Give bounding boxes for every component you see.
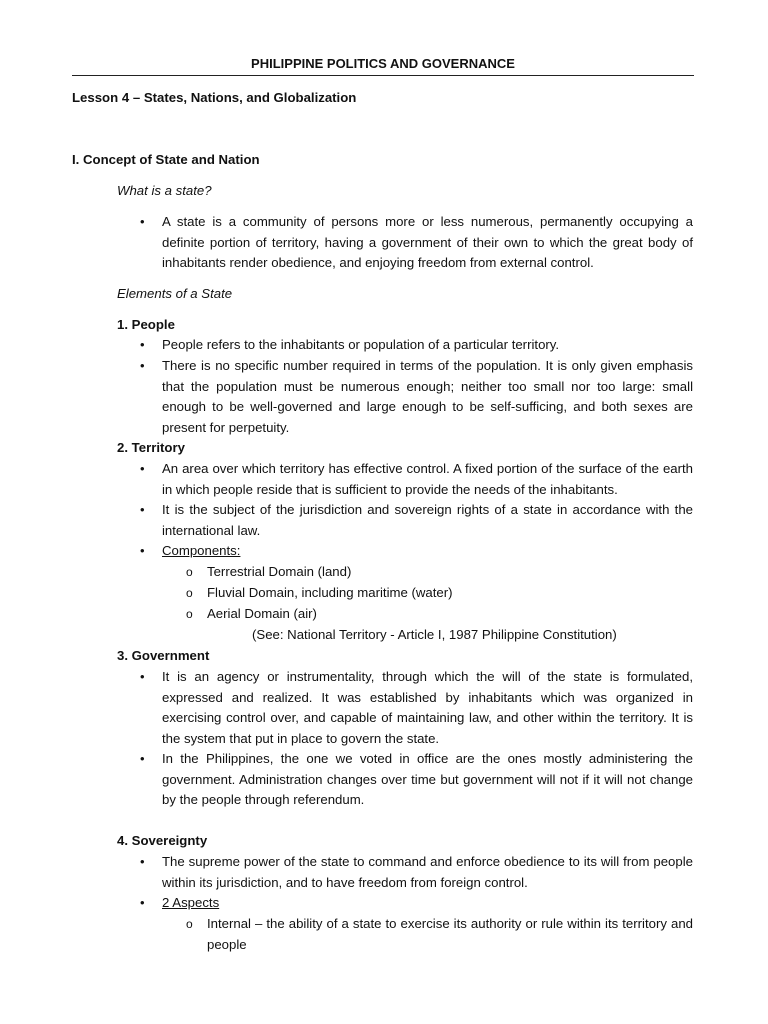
element-government-label: 3. Government bbox=[117, 648, 210, 663]
bullet-icon: • bbox=[140, 669, 145, 684]
page-header-title: PHILIPPINE POLITICS AND GOVERNANCE bbox=[251, 56, 515, 71]
component-terrestrial: Terrestrial Domain (land) bbox=[207, 564, 352, 579]
question-what-is-state: What is a state? bbox=[117, 183, 212, 198]
territory-components-label: Components: bbox=[162, 543, 241, 558]
bullet-icon: • bbox=[140, 502, 145, 517]
bullet-icon: • bbox=[140, 214, 145, 229]
people-bullet-1: People refers to the inhabitants or population of a particular territory. bbox=[162, 337, 560, 352]
bullet-icon: • bbox=[140, 543, 145, 558]
state-definition: A state is a community of persons more or less numerous, permanently occupying a definite portion of territory, having a government of their own to which the great body of inhabitants render obedience, and enjoying freedom from external control. bbox=[162, 214, 693, 271]
sub-bullet-icon: o bbox=[186, 565, 193, 579]
territory-bullet-2: It is the subject of the jurisdiction and sovereign rights of a state in accordance with the international law. bbox=[162, 502, 693, 538]
sub-bullet-icon: o bbox=[186, 586, 193, 600]
elements-heading: Elements of a State bbox=[117, 286, 233, 301]
component-aerial: Aerial Domain (air) bbox=[207, 606, 317, 621]
element-people-label: 1. People bbox=[117, 317, 175, 332]
territory-bullet-1: An area over which territory has effective control. A fixed portion of the surface of the earth in which people reside that is sufficient to provide the needs of the inhabitants. bbox=[162, 461, 693, 497]
bullet-icon: • bbox=[140, 461, 145, 476]
lesson-title: Lesson 4 – States, Nations, and Globalization bbox=[72, 90, 357, 105]
government-bullet-2: In the Philippines, the one we voted in office are the ones mostly administering the government. Administration changes over time but government will not if it will not change by the people through referendum. bbox=[162, 751, 693, 808]
sovereignty-bullet-1: The supreme power of the state to command and enforce obedience to its will from people within its jurisdiction, and to have freedom from foreign control. bbox=[162, 854, 693, 890]
bullet-icon: • bbox=[140, 895, 145, 910]
element-sovereignty-label: 4. Sovereignty bbox=[117, 833, 208, 848]
header-rule bbox=[72, 75, 694, 76]
bullet-icon: • bbox=[140, 358, 145, 373]
bullet-icon: • bbox=[140, 337, 145, 352]
national-territory-note: (See: National Territory - Article I, 1987 Philippine Constitution) bbox=[252, 627, 617, 642]
bullet-icon: • bbox=[140, 751, 145, 766]
people-bullet-2: There is no specific number required in terms of the population. It is only given emphasis that the population must be numerous enough; neither too small nor too large: small enough to be well-governed and large enough to be self-sufficing, and both sexes are present for perpetuity. bbox=[162, 358, 693, 436]
bullet-icon: • bbox=[140, 854, 145, 869]
sub-bullet-icon: o bbox=[186, 607, 193, 621]
sub-bullet-icon: o bbox=[186, 917, 193, 931]
government-bullet-1: It is an agency or instrumentality, through which the will of the state is formulated, expressed and realized. It was established by inhabitants which was organized in exercising control over, and capable of maintaining law, and other within the territory. It is the system that put in place to govern the state. bbox=[162, 669, 693, 747]
section-heading: I. Concept of State and Nation bbox=[72, 152, 260, 167]
element-territory-label: 2. Territory bbox=[117, 440, 185, 455]
component-fluvial: Fluvial Domain, including maritime (water) bbox=[207, 585, 453, 600]
sovereignty-aspects-label: 2 Aspects bbox=[162, 895, 220, 910]
sovereignty-aspect-internal: Internal – the ability of a state to exercise its authority or rule within its territory and people bbox=[207, 916, 693, 952]
